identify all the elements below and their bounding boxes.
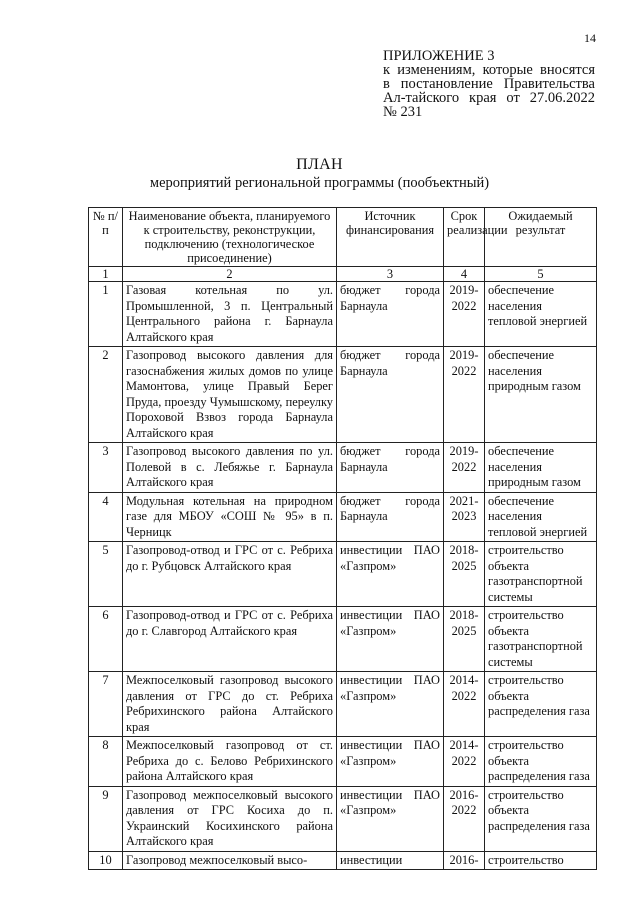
object-name: Газопровод высокого давления для газоснабжения жилых домов по улице Мамонтова, улице Правый Берег Пруда, проезду Чумышскому, переулку Пороховой Взвоз города Барнаула Алтайского края	[123, 347, 337, 443]
table-row	[89, 607, 597, 672]
object-name: Межпоселковый газопровод высокого давления от ГРС до ст. Ребриха Ребрихинского района Алтайского края	[123, 672, 337, 737]
funding-source: бюджет города Барнаула	[337, 282, 444, 347]
expected-result: строительство объекта распределения газа	[485, 786, 597, 851]
expected-result: строительство объекта газотранспортной системы	[485, 542, 597, 607]
implementation-period: 2019-2022	[444, 443, 485, 493]
funding-source: инвестиции ПАО «Газпром»	[337, 672, 444, 737]
table-row	[89, 347, 597, 443]
index-cell: 5	[485, 267, 597, 282]
index-cell: 1	[89, 267, 123, 282]
row-number: 9	[89, 786, 123, 851]
object-name: Газопровод-отвод и ГРС от с. Ребриха до г. Славгород Алтайского края	[123, 607, 337, 672]
table-row	[89, 672, 597, 737]
header-result: Ожидаемый результат	[485, 208, 597, 267]
implementation-period: 2014-2022	[444, 672, 485, 737]
implementation-period: 2016-	[444, 851, 485, 870]
expected-result: строительство	[485, 851, 597, 870]
table-row	[89, 851, 597, 870]
appendix-title: ПРИЛОЖЕНИЕ 3	[383, 48, 495, 64]
appendix-block	[383, 49, 595, 119]
header-num: № п/п	[89, 208, 123, 267]
plan-table	[88, 207, 597, 870]
row-number: 10	[89, 851, 123, 870]
funding-source: инвестиции ПАО «Газпром»	[337, 607, 444, 672]
row-number: 7	[89, 672, 123, 737]
plan-subtitle: мероприятий региональной программы (пообъектный)	[149, 175, 490, 191]
expected-result: обеспечение населения тепловой энергией	[485, 492, 597, 542]
funding-source: инвестиции ПАО «Газпром»	[337, 542, 444, 607]
row-number: 6	[89, 607, 123, 672]
expected-result: обеспечение населения тепловой энергией	[485, 282, 597, 347]
row-number: 2	[89, 347, 123, 443]
funding-source: инвестиции ПАО «Газпром»	[337, 737, 444, 787]
table-row	[89, 282, 597, 347]
row-number: 5	[89, 542, 123, 607]
expected-result: обеспечение населения природным газом	[485, 347, 597, 443]
index-cell: 4	[444, 267, 485, 282]
implementation-period: 2014-2022	[444, 737, 485, 787]
object-name: Газопровод межпоселковый высокого давления от ГРС Косиха до п. Украинский Косихинского района Алтайского края	[123, 786, 337, 851]
index-cell: 3	[337, 267, 444, 282]
appendix-line: № 231	[383, 104, 423, 120]
expected-result: обеспечение населения природным газом	[485, 443, 597, 493]
row-number: 4	[89, 492, 123, 542]
implementation-period: 2019-2022	[444, 347, 485, 443]
object-name: Модульная котельная на природном газе для МБОУ «СОШ № 95» в п. Черницк	[123, 492, 337, 542]
funding-source: бюджет города Барнаула	[337, 347, 444, 443]
index-cell: 2	[123, 267, 337, 282]
table-header-row	[89, 208, 597, 267]
table-row	[89, 492, 597, 542]
expected-result: строительство объекта распределения газа	[485, 737, 597, 787]
implementation-period: 2019-2022	[444, 282, 485, 347]
object-name: Межпоселковый газопровод от ст. Ребриха до с. Белово Ребрихинского района Алтайского края	[123, 737, 337, 787]
page-number: 14	[584, 31, 596, 45]
table-index-row	[89, 267, 597, 282]
row-number: 8	[89, 737, 123, 787]
implementation-period: 2018-2025	[444, 542, 485, 607]
header-years: Срок реализации	[444, 208, 485, 267]
object-name: Газопровод высокого давления по ул. Полевой в с. Лебяжье г. Барнаула Алтайского края	[123, 443, 337, 493]
table-row	[89, 737, 597, 787]
implementation-period: 2021-2023	[444, 492, 485, 542]
object-name: Газопровод-отвод и ГРС от с. Ребриха до г. Рубцовск Алтайского края	[123, 542, 337, 607]
table-row	[89, 443, 597, 493]
funding-source: бюджет города Барнаула	[337, 443, 444, 493]
funding-source: бюджет города Барнаула	[337, 492, 444, 542]
funding-source: инвестиции ПАО «Газпром»	[337, 786, 444, 851]
row-number: 1	[89, 282, 123, 347]
appendix-line: в постановление Правительства	[383, 76, 595, 92]
table-row	[89, 542, 597, 607]
table-row	[89, 786, 597, 851]
appendix-line: Ал-тайского края от 27.06.2022	[383, 90, 595, 106]
plan-title: ПЛАН	[296, 156, 343, 173]
expected-result: строительство объекта распределения газа	[485, 672, 597, 737]
appendix-line: к изменениям, которые вносятся	[383, 62, 595, 78]
object-name: Газовая котельная по ул. Промышленной, 3 п. Центральный Центрального района г. Барнаула Алтайского края	[123, 282, 337, 347]
implementation-period: 2018-2025	[444, 607, 485, 672]
funding-source: инвестиции	[337, 851, 444, 870]
expected-result: строительство объекта газотранспортной системы	[485, 607, 597, 672]
header-source: Источник финансирования	[337, 208, 444, 267]
object-name: Газопровод межпоселковый высо-	[123, 851, 337, 870]
row-number: 3	[89, 443, 123, 493]
implementation-period: 2016-2022	[444, 786, 485, 851]
header-name: Наименование объекта, планируемого к строительству, реконструкции, подключению (технологическое присоединение)	[123, 208, 337, 267]
